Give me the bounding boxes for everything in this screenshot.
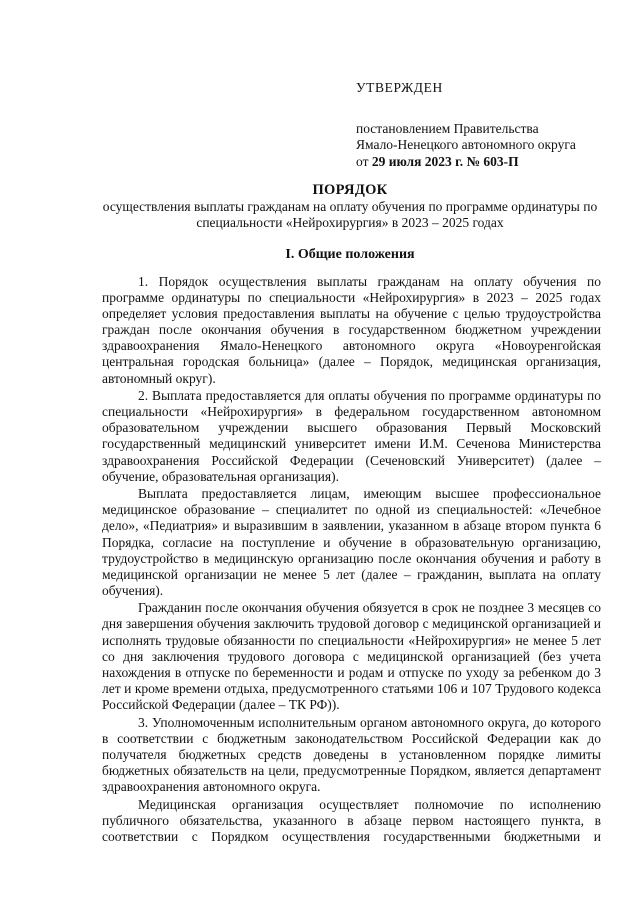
paragraph-6: Медицинская организация осуществляет полномочие по исполнению публичного обязательства, указанного в абзаце первом настоящего пункта, в соответствии с Порядком осуществления государственными бюджетными и (102, 796, 601, 844)
paragraph-5: 3. Уполномоченным исполнительным органом автономного округа, до которого в соответствии с бюджетным законодательством Российской Федерации как до получателя бюджетных средств доведены в установленном порядке лимиты бюджетных обязательств на цели, предусмотренные Порядком, является департамент здравоохранения автономного округа. (102, 714, 601, 794)
approval-line-1: постановлением Правительства (356, 120, 539, 136)
paragraph-1: 1. Порядок осуществления выплаты гражданам на оплату обучения по программе ординатуры по специальности «Нейрохирургия» в 2023 – 2025 годах определяет условия предоставления выплаты на обучение с целью трудоустройства граждан после окончания обучения в государственном бюджетном учреждении здравоохранения Ямало-Ненецкого автономного округа «Новоуренгойская центральная городская больница» (далее – Порядок, медицинская организация, автономный округ). (102, 274, 601, 386)
approval-date-line (356, 154, 626, 171)
approval-line-2: Ямало-Ненецкого автономного округа (356, 137, 576, 152)
document-subtitle: осуществления выплаты гражданам на оплату обучения по программе ординатуры по специальности «Нейрохирургия» в 2023 – 2025 годах (102, 199, 598, 230)
paragraph-3: Выплата предоставляется лицам, имеющим высшее профессиональное медицинское образование – специалитет по одной из специальностей: «Лечебное дело», «Педиатрия» и выразившим в заявлении, указанном в абзаце втором пункта 6 Порядка, согласие на поступление и обучение в образовательную организацию, трудоустройство в медицинскую организацию после окончания обучения и работу в медицинской организации не менее 5 лет (далее – гражданин, выплата на оплату обучения). (102, 486, 601, 598)
approved-label: УТВЕРЖДЕН (356, 80, 443, 95)
paragraph-2: 2. Выплата предоставляется для оплаты обучения по программе ординатуры по специальности «Нейрохирургия» в федеральном государственном автономном образовательном учреждении высшего образования Первый Московский государственный медицинский университет имени И.М. Сеченова Министерства здравоохранения Российской Федерации (Сеченовский Университет) (далее – обучение, образовательная организация). (102, 388, 601, 484)
paragraph-4: Гражданин после окончания обучения обязуется в срок не позднее 3 месяцев со дня завершения обучения заключить трудовой договор с медицинской организацией и исполнять трудовые обязанности по специальности «Нейрохирургия» не менее 5 лет со дня заключения трудового договора с медицинской организацией (без учета нахождения в отпуске по беременности и родам и отпуске по уходу за ребенком до 3 лет и кроме времени отдыха, предусмотренного статьями 106 и 107 Трудового кодекса Российской Федерации (далее – ТК РФ)). (102, 600, 601, 712)
document-title: ПОРЯДОК (312, 182, 388, 198)
document-body (102, 274, 601, 862)
section-title: I. Общие положения (285, 247, 415, 262)
approval-block (356, 80, 626, 170)
approval-date: 29 июля 2023 г. № 603-П (371, 153, 519, 169)
date-prefix: от (356, 153, 372, 169)
